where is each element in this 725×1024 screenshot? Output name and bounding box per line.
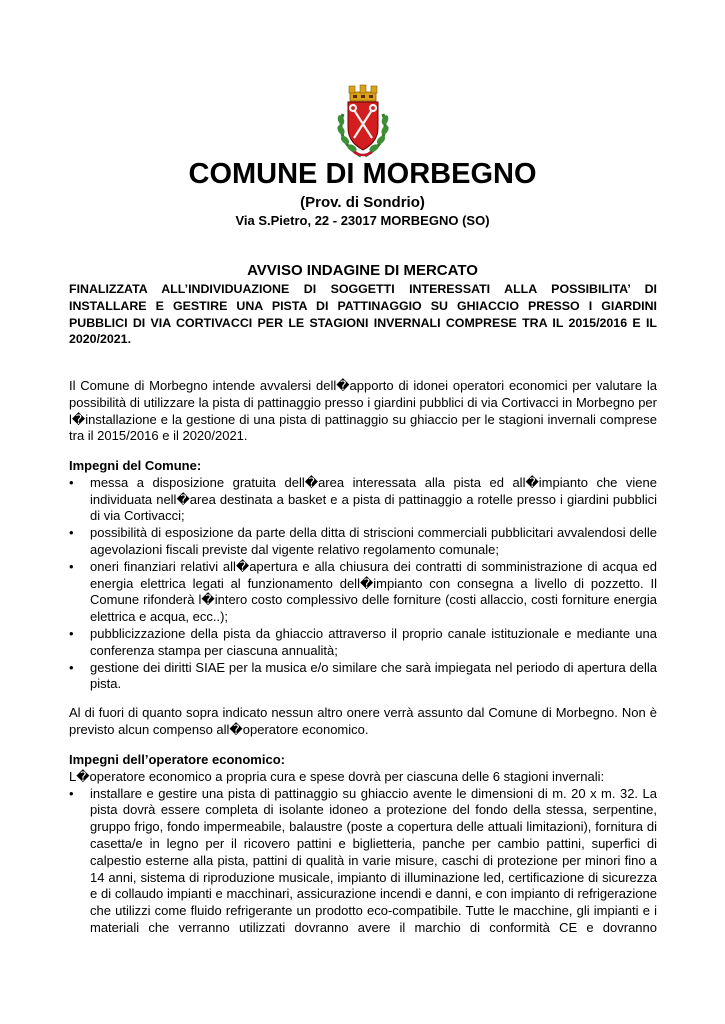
comune-section xyxy=(69,458,657,693)
province-line: (Prov. di Sondrio) xyxy=(300,194,425,211)
list-item-text: messa a disposizione gratuita dell�area interessata alla pista ed all�impianto che viene individuata nell�area destinata a basket e a pista di pattinaggio a rotelle presso i giardini pubblici di via Cortivacci; xyxy=(90,474,657,524)
list-item-text: installare e gestire una pista di pattinaggio su ghiaccio avente le dimensioni di m. 20 x m. 32. La pista dovrà essere completa di isolante idoneo a protezione del fondo della stessa, serpentine, gruppo frigo, fondo impermeabile, balaustre (poste a copertura delle attuali limitazioni), fornitura di casetta/e in legno per il ricovero pattini e biglietteria, panche per cambio pattini, superfici di calpestio esterne alla pista, pattini di qualità in varie misure, caschi di protezione per minori fino a 14 anni, sistema di riproduzione musicale, impianto di illuminazione led, certificazione di sicurezza e di collaudo impianti e macchinari, assicurazione incendi e danni, e con impianto di refrigerazione che utilizzi come fluido refrigerante un prodotto eco-compatibile. Tutte le macchine, gli impianti e i materiali che verranno utilizzati dovranno avere il marchio di conformità CE e dovranno xyxy=(90,785,657,935)
list-item xyxy=(69,525,657,559)
operatore-section xyxy=(69,752,657,937)
operatore-heading: Impegni dell’operatore economico: xyxy=(69,752,285,767)
list-item xyxy=(69,626,657,660)
list-item-text: possibilità di esposizione da parte della ditta di striscioni commerciali pubblicitari avvalendosi delle agevolazioni fiscali previste dal vigente relativo regolamento comunale; xyxy=(90,525,657,557)
bullet-icon: • xyxy=(69,785,74,801)
list-item xyxy=(69,786,657,937)
bullet-icon: • xyxy=(69,625,74,641)
comune-heading: Impegni del Comune: xyxy=(69,458,202,473)
list-item xyxy=(69,559,657,626)
list-item-text: gestione dei diritti SIAE per la musica e/o similare che sarà impiegata nel periodo di apertura della pista. xyxy=(90,659,657,692)
bullet-icon: • xyxy=(69,558,74,574)
closing-paragraph: Al di fuori di quanto sopra indicato nessun altro onere verrà assunto dal Comune di Morbegno. Non è previsto alcun compenso all�operatore economico. xyxy=(69,705,657,737)
list-item xyxy=(69,475,657,525)
address-line: Via S.Pietro, 22 - 23017 MORBEGNO (SO) xyxy=(235,213,490,228)
coat-of-arms-icon xyxy=(334,84,392,162)
intro-paragraph: Il Comune di Morbegno intende avvalersi dell�apporto di idonei operatori economici per valutare la possibilità di utilizzare la pista di pattinaggio presso i giardini pubblici di via Cortivacci in Morbegno per l�installazione e la gestione di una pista di pattinaggio su ghiaccio per le stagioni invernali comprese tra il 2015/2016 e il 2020/2021. xyxy=(69,378,657,444)
bullet-icon: • xyxy=(69,659,74,675)
notice-title: AVVISO INDAGINE DI MERCATO xyxy=(247,262,478,279)
bullet-icon: • xyxy=(69,474,74,490)
operatore-list xyxy=(69,786,657,937)
operatore-intro: L�operatore economico a propria cura e spese dovrà per ciascuna delle 6 stagioni invernali: xyxy=(69,768,605,784)
list-item-text: oneri finanziari relativi all�apertura e alla chiusura dei contratti di somministrazione di acqua ed energia elettrica legati al funzionamento dell�impianto con consegna a livello di pozzetto. Il Comune rifonderà l�intero costo complessivo delle forniture (costi allaccio, costi forniture energia elettrica e acqua, ecc..); xyxy=(90,558,657,625)
list-item xyxy=(69,660,657,694)
municipality-title: COMUNE DI MORBEGNO xyxy=(188,158,537,190)
notice-subject: FINALIZZATA ALL’INDIVIDUAZIONE DI SOGGETTI INTERESSATI ALLA POSSIBILITA’ DI INSTALLARE E GESTIRE UNA PISTA DI PATTINAGGIO SU GHIACCIO PRESSO I GIARDINI PUBBLICI DI VIA CORTIVACCI PER LE STAGIONI INVERNALI COMPRESE TRA IL 2015/2016 E IL 2020/2021. xyxy=(69,282,657,347)
list-item-text: pubblicizzazione della pista da ghiaccio attraverso il proprio canale istituzionale e mediante una conferenza stampa per ciascuna annualità; xyxy=(90,625,657,658)
comune-list xyxy=(69,475,657,693)
bullet-icon: • xyxy=(69,525,74,541)
